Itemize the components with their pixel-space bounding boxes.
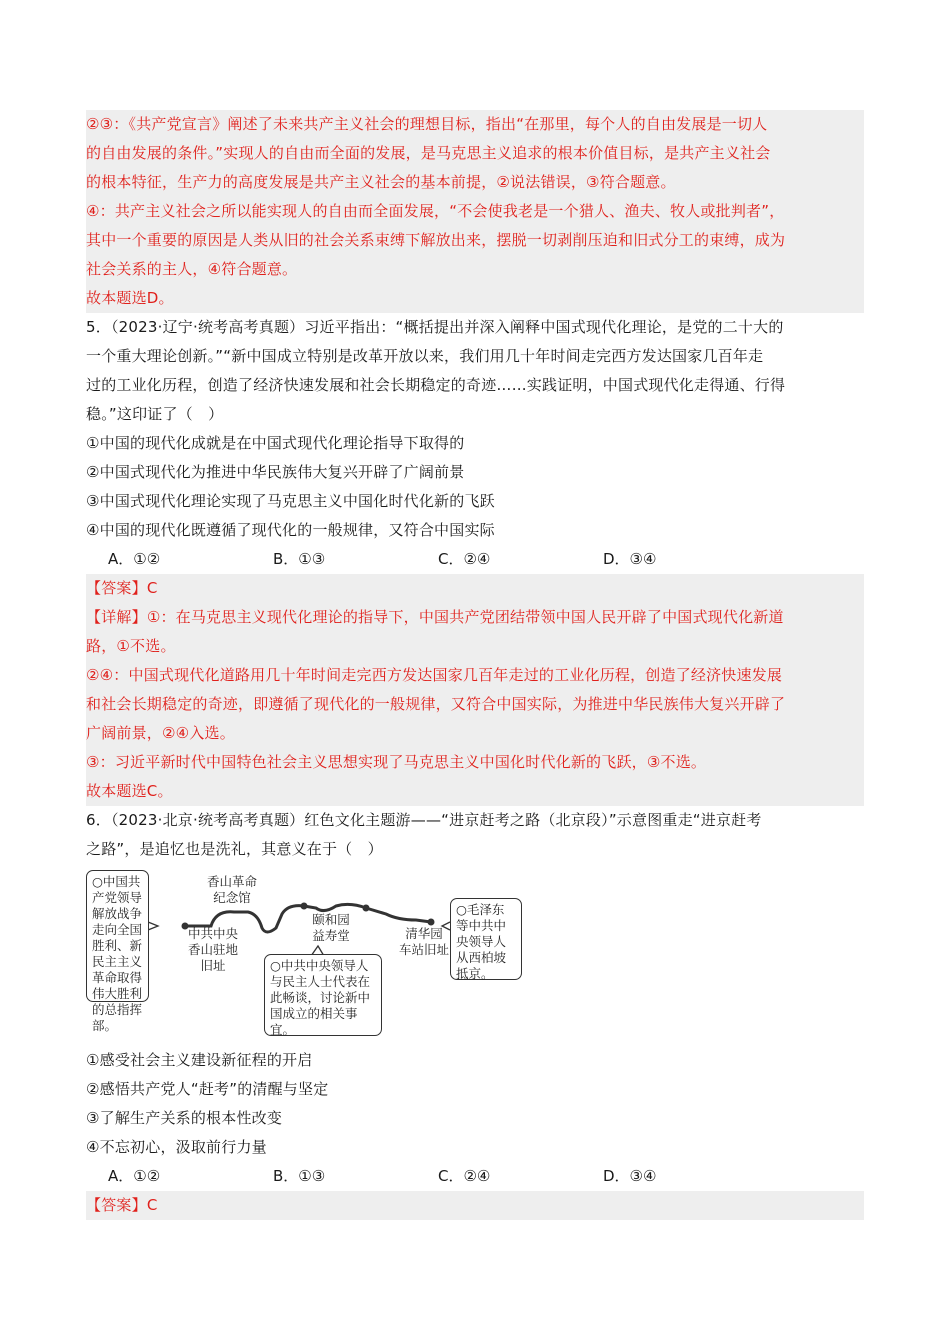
statement-item: ④不忘初心，汲取前行力量 — [86, 1138, 267, 1156]
explanation-line: ④：共产主义社会之所以能实现人的自由而全面发展，“不会使我老是一个猎人、渔夫、牧人或批判者”， — [86, 202, 785, 220]
question-stem-line: 过的工业化历程，创造了经济快速发展和社会长期稳定的奇迹……实践证明，中国式现代化走得通、行得 — [86, 376, 786, 394]
detail-line — [86, 603, 864, 632]
conclusion: 故本题选D。 — [86, 289, 174, 307]
statement-item: ①中国的现代化成就是在中国式现代化理论指导下取得的 — [86, 434, 465, 452]
option-a: A．①② — [108, 1167, 161, 1185]
label-xiangshan: 香山革命 纪念馆 — [206, 874, 257, 905]
label-qinghua: 清华园 车站旧址 — [398, 926, 449, 957]
option-d: D．③④ — [603, 1167, 657, 1185]
option-a: A．①② — [108, 550, 161, 568]
label-yiheyuan: 颐和园 益寿堂 — [312, 912, 350, 943]
option-b: B．①③ — [273, 550, 326, 568]
option-c: C．②④ — [438, 550, 491, 568]
question-stem-line: 一个重大理论创新。”“新中国成立特别是改革开放以来，我们用几十年时间走完西方发达国家几百年走 — [86, 347, 764, 365]
explanation-line: 其中一个重要的原因是人类从旧的社会关系束缚下解放出来，摆脱一切剥削压迫和旧式分工的束缚，成为 — [86, 231, 786, 249]
detail-label: 【详解】 — [86, 608, 147, 626]
question-stem-line: 稳。”这印证了（ ） — [86, 405, 224, 423]
option-d: D．③④ — [603, 550, 657, 568]
callout-box-headquarters: ○中国共产党领导解放战争走向全国胜利、新民主主义革命取得伟大胜利的总指挥部。 — [86, 870, 149, 1002]
callout-box-discussion: ○中共中央领导人与民主人士代表在此畅谈，讨论新中国成立的相关事宜。 — [264, 954, 382, 1036]
callout-box-arrival: ○毛泽东等中共中央领导人从西柏坡抵京。 — [450, 898, 522, 980]
question-5 — [86, 313, 864, 574]
question-stem-line: 之路”，是追忆也是洗礼，其意义在于（ ） — [86, 840, 383, 858]
explanation-line: 的自由发展的条件。”实现人的自由而全面的发展，是马克思主义追求的根本价值目标，是共产主义社会 — [86, 144, 771, 162]
statement-item: ④中国的现代化既遵循了现代化的一般规律，又符合中国实际 — [86, 521, 495, 539]
station-dot — [428, 919, 435, 926]
statement-item: ②感悟共产党人“赶考”的清醒与坚定 — [86, 1080, 329, 1098]
statement-item: ②中国式现代化为推进中华民族伟大复兴开辟了广阔前景 — [86, 463, 465, 481]
detail-text: ①：在马克思主义现代化理论的指导下，中国共产党团结带领中国人民开辟了中国式现代化新道 — [146, 608, 784, 626]
explanation-line: 社会关系的主人，④符合题意。 — [86, 260, 298, 278]
answer-value: C — [146, 1196, 158, 1214]
answer-options — [86, 1162, 864, 1191]
answer-line — [86, 1191, 864, 1220]
question-stem-line: 6．（2023·北京·统考高考真题）红色文化主题游——“进京赶考之路（北京段）”示意图重走“进京赶考 — [86, 811, 762, 829]
question-stem-line: 5．（2023·辽宁·统考高考真题）习近平指出：“概括提出并深入阐释中国式现代化理论，是党的二十大的 — [86, 318, 784, 336]
option-c: C．②④ — [438, 1167, 491, 1185]
answer-options — [86, 545, 864, 574]
answer-label: 【答案】 — [86, 579, 147, 597]
prev-explanation-block — [86, 110, 864, 313]
statement-item: ①感受社会主义建设新征程的开启 — [86, 1051, 313, 1069]
detail-line: ②④：中国式现代化道路用几十年时间走完西方发达国家几百年走过的工业化历程，创造了经济快速发展 — [86, 666, 783, 684]
question-6 — [86, 806, 864, 1191]
q6-answer-block — [86, 1191, 864, 1220]
callout-pointer — [148, 922, 158, 930]
document-page — [86, 110, 864, 1220]
q5-answer-block — [86, 574, 864, 806]
statement-item: ③了解生产关系的根本性改变 — [86, 1109, 283, 1127]
statement-item: ③中国式现代化理论实现了马克思主义中国化时代化新的飞跃 — [86, 492, 495, 510]
route-diagram — [86, 870, 526, 1042]
answer-value: C — [146, 579, 158, 597]
label-zhonggong: 中共中央 香山驻地 旧址 — [187, 926, 238, 973]
detail-line: 广阔前景，②④入选。 — [86, 724, 235, 742]
option-b: B．①③ — [273, 1167, 326, 1185]
answer-label: 【答案】 — [86, 1196, 147, 1214]
station-dot — [363, 905, 370, 912]
explanation-line: ②③：《共产党宣言》阐述了未来共产主义社会的理想目标，指出“在那里，每个人的自由发展是一切人 — [86, 115, 768, 133]
answer-line — [86, 574, 864, 603]
detail-line: ③：习近平新时代中国特色社会主义思想实现了马克思主义中国化时代化新的飞跃，③不选。 — [86, 753, 707, 771]
station-dot — [301, 903, 308, 910]
detail-line: 和社会长期稳定的奇迹，即遵循了现代化的一般规律，又符合中国实际，为推进中华民族伟大复兴开辟了 — [86, 695, 786, 713]
conclusion: 故本题选C。 — [86, 782, 173, 800]
detail-line: 路，①不选。 — [86, 637, 176, 655]
explanation-line: 的根本特征，生产力的高度发展是共产主义社会的基本前提，②说法错误，③符合题意。 — [86, 173, 676, 191]
